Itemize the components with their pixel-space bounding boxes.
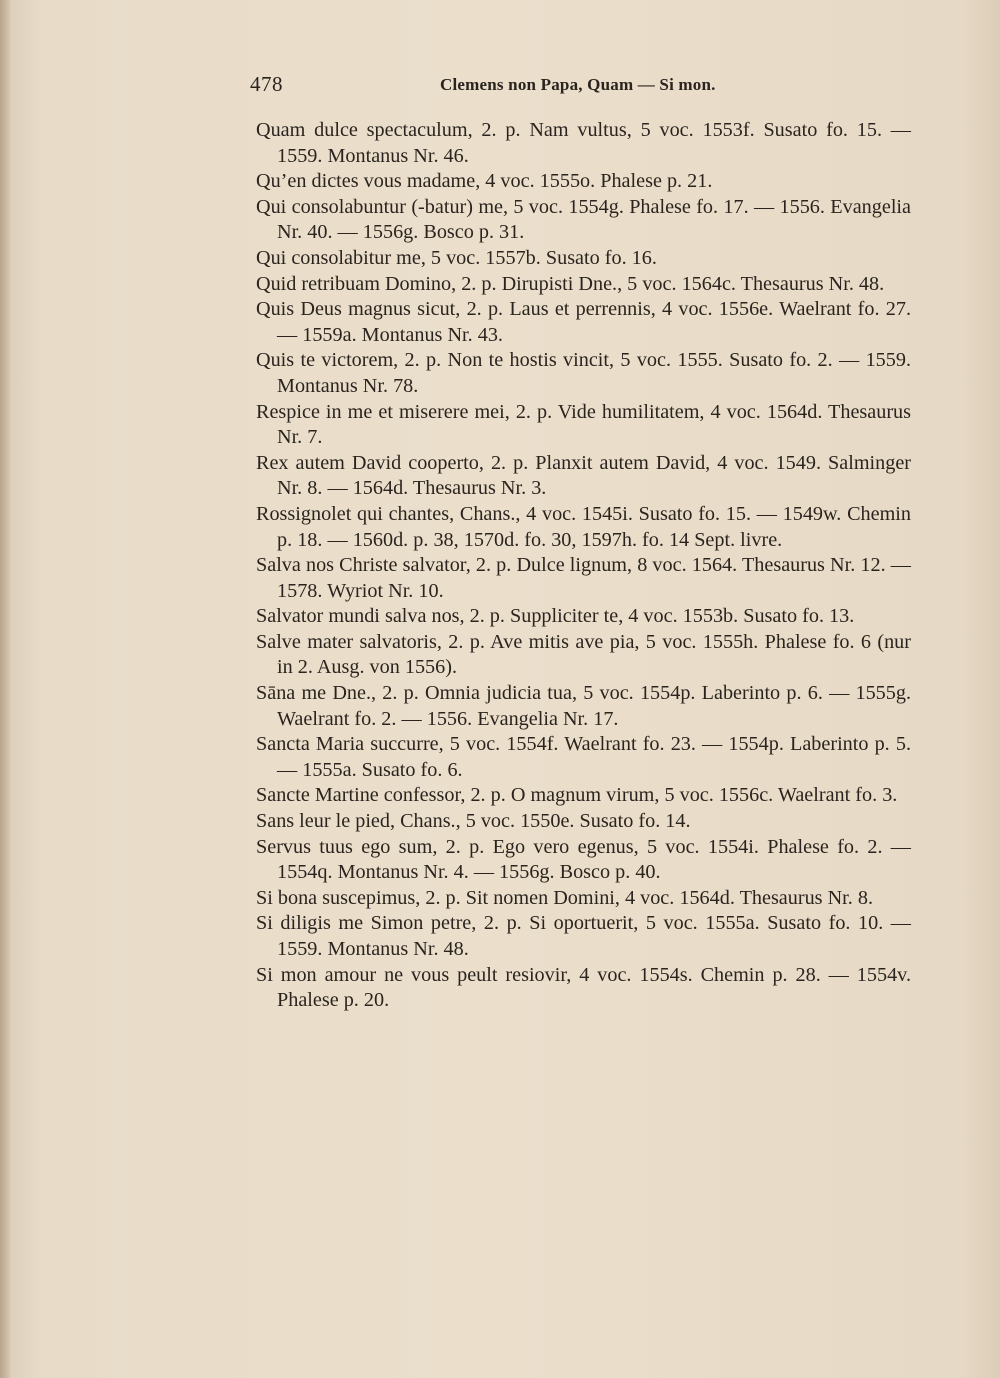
- entry-sana-me: Sāna me Dne., 2. p. Omnia judicia tua, 5 voc. 1554p. Laberinto p. 6. — 1555g. Waelrant fo. 2. — 1556. Evangelia Nr. 17.: [256, 682, 911, 730]
- page-number: 478: [250, 72, 283, 96]
- entry-salva-nos: Salva nos Christe salvator, 2. p. Dulce lignum, 8 voc. 1564. Thesaurus Nr. 12. — 1578. Wyriot Nr. 10.: [256, 554, 911, 602]
- entry-quid-retribuam: Quid retribuam Domino, 2. p. Dirupisti Dne., 5 voc. 1564c. Thesaurus Nr. 48.: [256, 272, 885, 295]
- entry-qui-consolabuntur: Qui consolabuntur (-batur) me, 5 voc. 1554g. Phalese fo. 17. — 1556. Evangelia Nr. 40. — 1556g. Bosco p. 31.: [256, 195, 911, 244]
- entry-qui-consolabitur: Qui consolabitur me, 5 voc. 1557b. Susato fo. 16.: [256, 246, 657, 269]
- binding-edge: [0, 0, 10, 1378]
- entry-si-diligis: Si diligis me Simon petre, 2. p. Si oportuerit, 5 voc. 1555a. Susato fo. 10. — 1559. Montanus Nr. 48.: [256, 912, 911, 960]
- entry-respice: Respice in me et miserere mei, 2. p. Vide humilitatem, 4 voc. 1564d. Thesaurus Nr. 7.: [256, 400, 911, 449]
- entry-sancta-maria: Sancta Maria succurre, 5 voc. 1554f. Waelrant fo. 23. — 1554p. Laberinto p. 5. — 1555a. Susato fo. 6.: [256, 733, 911, 781]
- entry-list: [256, 118, 911, 1014]
- entry-servus-tuus: Servus tuus ego sum, 2. p. Ego vero egenus, 5 voc. 1554i. Phalese fo. 2. — 1554q. Montanus Nr. 4. — 1556g. Bosco p. 40.: [256, 835, 911, 884]
- entry-qu-en-dictes: Qu’en dictes vous madame, 4 voc. 1555o. Phalese p. 21.: [256, 170, 713, 193]
- entry-quam-dulce: Quam dulce spectaculum, 2. p. Nam vultus, 5 voc. 1553f. Susato fo. 15. — 1559. Montanus Nr. 46.: [256, 119, 911, 167]
- entry-quis-deus: Quis Deus magnus sicut, 2. p. Laus et perrennis, 4 voc. 1556e. Waelrant fo. 27. — 1559a. Montanus Nr. 43.: [256, 298, 911, 346]
- entry-si-mon-amour: Si mon amour ne vous peult resiovir, 4 voc. 1554s. Chemin p. 28. — 1554v. Phalese p. 20.: [256, 963, 911, 1012]
- entry-quis-te-victorem: Quis te victorem, 2. p. Non te hostis vincit, 5 voc. 1555. Susato fo. 2. — 1559. Montanus Nr. 78.: [256, 349, 911, 397]
- entry-sancte-martine: Sancte Martine confessor, 2. p. O magnum virum, 5 voc. 1556c. Waelrant fo. 3.: [256, 784, 898, 807]
- running-head: Clemens non Papa, Quam — Si mon.: [440, 75, 716, 94]
- entry-salvator-mundi: Salvator mundi salva nos, 2. p. Suppliciter te, 4 voc. 1553b. Susato fo. 13.: [256, 605, 855, 628]
- entry-si-bona: Si bona suscepimus, 2. p. Sit nomen Domini, 4 voc. 1564d. Thesaurus Nr. 8.: [256, 886, 873, 909]
- entry-rex-autem: Rex autem David cooperto, 2. p. Planxit autem David, 4 voc. 1549. Salminger Nr. 8. — 1564d. Thesaurus Nr. 3.: [256, 451, 911, 500]
- entry-sans-leur: Sans leur le pied, Chans., 5 voc. 1550e. Susato fo. 14.: [256, 810, 691, 833]
- page-header: [250, 72, 920, 102]
- entry-salve-mater: Salve mater salvatoris, 2. p. Ave mitis ave pia, 5 voc. 1555h. Phalese fo. 6 (nur in 2. Ausg. von 1556).: [256, 630, 911, 679]
- entry-rossignolet: Rossignolet qui chantes, Chans., 4 voc. 1545i. Susato fo. 15. — 1549w. Chemin p. 18. — 1560d. p. 38, 1570d. fo. 30, 1597h. fo. 14 Sept. livre.: [256, 502, 911, 551]
